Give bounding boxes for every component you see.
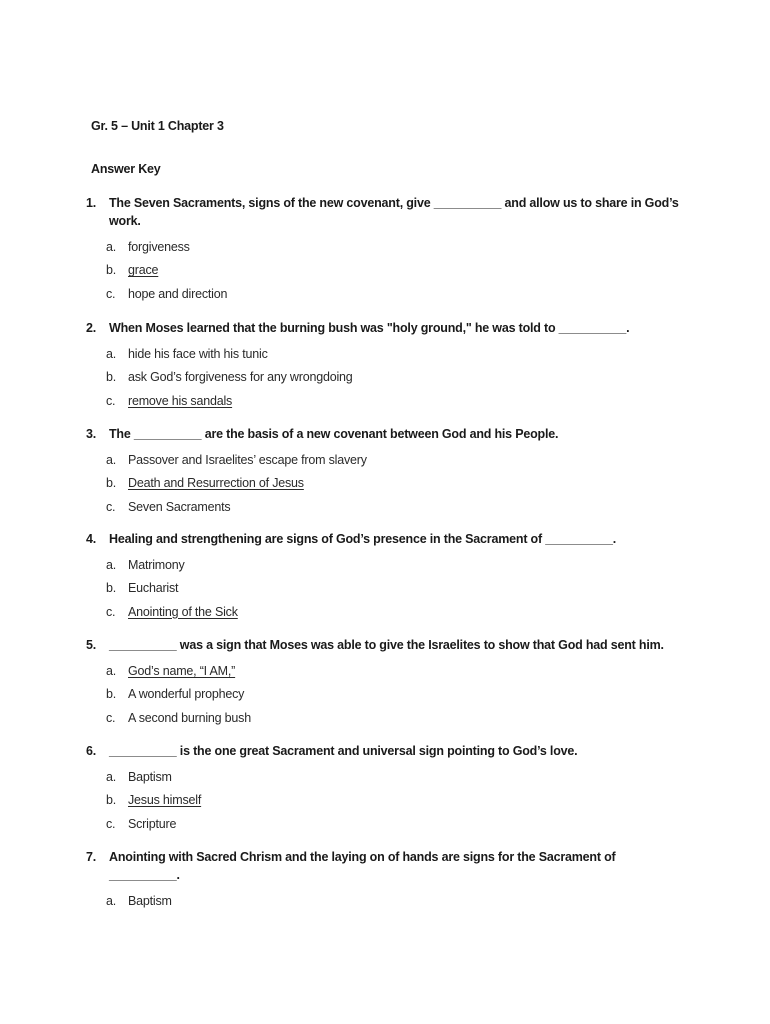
answer-options: [86, 768, 686, 838]
option-b: b. Eucharist: [106, 581, 179, 596]
answer-options: [86, 892, 686, 915]
option-a: a. Baptism: [106, 894, 172, 908]
option-c: c. Anointing of the Sick: [106, 604, 238, 619]
correct-answer: Death and Resurrection of Jesus: [128, 476, 304, 491]
option-b: b. Death and Resurrection of Jesus: [106, 476, 304, 491]
option-a: a. God’s name, “I AM,”: [106, 664, 236, 678]
correct-answer: Anointing of the Sick: [128, 604, 238, 619]
option-text: ask God’s forgiveness for any wrongdoing: [128, 370, 353, 385]
question-5: [86, 636, 686, 732]
option-b: b. Jesus himself: [106, 793, 202, 808]
option-a: a. Baptism: [106, 770, 172, 784]
option-text: Seven Sacraments: [128, 499, 231, 514]
correct-answer: God’s name, “I AM,”: [128, 664, 236, 678]
question-number: 7.: [86, 850, 97, 864]
question-1: [86, 194, 686, 308]
option-a: a. forgiveness: [106, 240, 190, 254]
option-c: c. A second burning bush: [106, 710, 251, 725]
option-c: c. hope and direction: [106, 286, 228, 301]
answer-options: [86, 451, 686, 521]
option-text: Baptism: [128, 894, 172, 908]
question-number: 1.: [86, 196, 97, 210]
question-number: 3.: [86, 427, 97, 441]
option-text: Eucharist: [128, 581, 179, 596]
question-6: [86, 742, 686, 838]
question-number: 5.: [86, 638, 97, 652]
option-text: A wonderful prophecy: [128, 687, 245, 702]
option-text: forgiveness: [128, 240, 190, 254]
option-c: c. Scripture: [106, 816, 177, 831]
question-text: __________ was a sign that Moses was able to give the Israelites to show that God had sent him.: [109, 638, 664, 652]
question-text: Anointing with Sacred Chrism and the laying on of hands are signs for the Sacrament of __________.: [109, 850, 616, 882]
option-b: b. A wonderful prophecy: [106, 687, 245, 702]
answer-key-heading: Answer Key: [91, 162, 161, 176]
answer-options: [86, 662, 686, 732]
correct-answer: Jesus himself: [128, 793, 202, 808]
question-text: When Moses learned that the burning bush was "holy ground," he was told to __________.: [109, 321, 630, 335]
option-text: Baptism: [128, 770, 172, 784]
option-b: b. grace: [106, 263, 159, 278]
question-number: 6.: [86, 744, 97, 758]
question-text: Healing and strengthening are signs of God’s presence in the Sacrament of __________.: [109, 532, 617, 546]
question-text: The Seven Sacraments, signs of the new covenant, give __________ and allow us to share in God’s work.: [109, 196, 679, 228]
question-7: [86, 848, 686, 915]
option-text: Scripture: [128, 816, 177, 831]
option-c: c. Seven Sacraments: [106, 499, 231, 514]
question-4: [86, 530, 686, 626]
option-b: b. ask God’s forgiveness for any wrongdoing: [106, 370, 353, 385]
question-text: The __________ are the basis of a new covenant between God and his People.: [109, 427, 559, 441]
question-number: 4.: [86, 532, 97, 546]
correct-answer: remove his sandals: [128, 393, 233, 408]
question-text: __________ is the one great Sacrament and universal sign pointing to God’s love.: [109, 744, 578, 758]
answer-options: [86, 238, 686, 308]
correct-answer: grace: [128, 263, 159, 278]
option-a: a. Matrimony: [106, 558, 185, 572]
answer-options: [86, 556, 686, 626]
option-text: hope and direction: [128, 286, 228, 301]
option-a: a. Passover and Israelites’ escape from slavery: [106, 453, 367, 467]
option-text: A second burning bush: [128, 710, 251, 725]
option-a: a. hide his face with his tunic: [106, 347, 268, 361]
option-c: c. remove his sandals: [106, 393, 233, 408]
question-number: 2.: [86, 321, 97, 335]
answer-options: [86, 345, 686, 415]
option-text: Matrimony: [128, 558, 185, 572]
question-3: [86, 425, 686, 521]
question-2: [86, 319, 686, 415]
option-text: Passover and Israelites’ escape from slavery: [128, 453, 367, 467]
option-text: hide his face with his tunic: [128, 347, 268, 361]
document-title: Gr. 5 – Unit 1 Chapter 3: [91, 119, 224, 133]
